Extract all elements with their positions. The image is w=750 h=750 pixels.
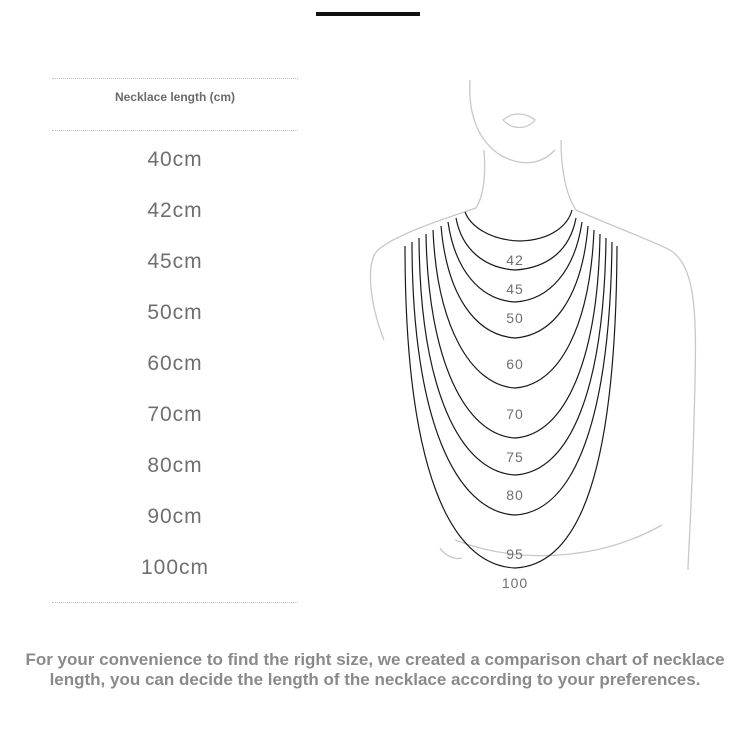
table-top-rule [52,78,298,79]
neck-left [476,150,485,208]
label-75: 75 [506,449,524,465]
label-50: 50 [506,310,524,326]
face-outline [470,80,555,163]
label-100: 100 [501,575,529,591]
label-45: 45 [506,281,524,297]
chest-curve [455,525,662,556]
size-row: 42cm [147,199,203,222]
size-row: 70cm [147,403,203,426]
size-row: 100cm [140,556,210,579]
right-shoulder [576,210,695,570]
lips [503,114,535,128]
size-row: 60cm [147,352,203,375]
necklace-40 [465,210,572,241]
label-42: 42 [506,252,524,268]
table-header: Necklace length (cm) [114,90,236,104]
label-60: 60 [506,356,524,372]
table-header-rule [52,130,298,131]
top-divider-bar [316,12,420,16]
size-row: 50cm [147,301,203,324]
label-95: 95 [506,546,524,562]
size-row: 40cm [147,148,203,171]
left-shoulder [370,208,476,340]
table-bottom-rule [52,602,298,603]
neck-right [561,140,576,210]
label-70: 70 [506,406,524,422]
necklace-diagram [355,60,700,600]
label-80: 80 [506,487,524,503]
size-list [52,140,298,599]
size-row: 90cm [147,505,203,528]
size-row: 80cm [147,454,203,477]
chest-tick [440,548,462,559]
size-row: 45cm [147,250,203,273]
caption-text: For your convenience to find the right size, we created a comparison chart of necklace length, you can decide the length of the necklace according to your preferences. [25,650,725,689]
